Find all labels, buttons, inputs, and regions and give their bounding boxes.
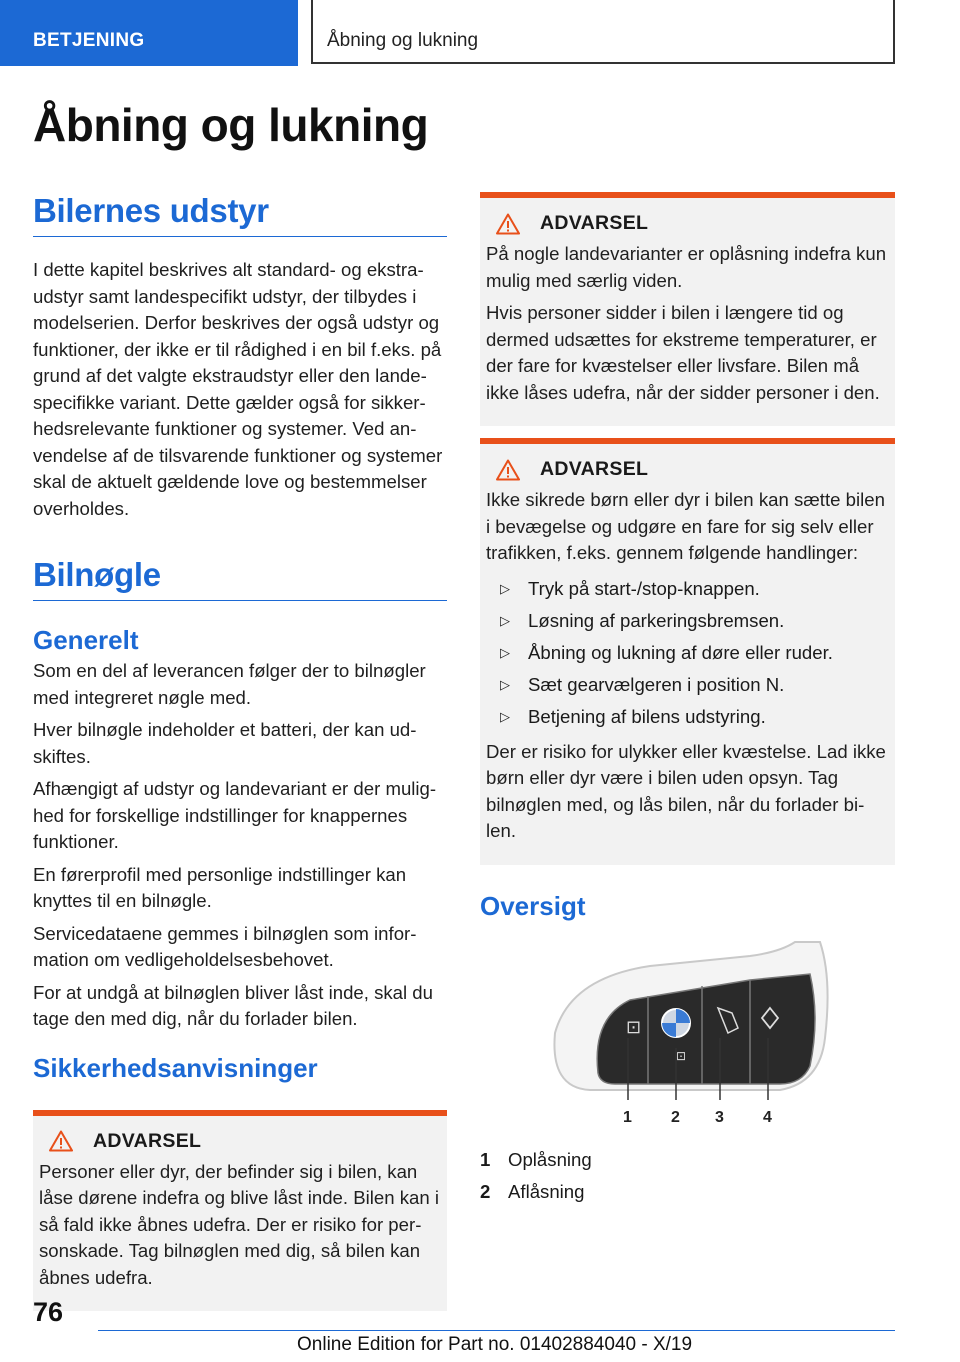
general-p4: En førerprofil med personlige indstillinger kan knyttes til en bilnøgle.: [33, 863, 407, 911]
warning-header: [496, 212, 887, 235]
figure-legend: [480, 1144, 895, 1208]
warning-box-3: [480, 438, 895, 865]
warning-text-p1: Ikke sikrede børn eller dyr i bilen kan sætte bilen i bevægelse og udgøre en fare for sig selv eller trafikken, f.eks. gennem følgende handlinger:: [486, 489, 885, 563]
page-title: Åbning og lukning: [33, 99, 429, 151]
callout-1: 1: [623, 1108, 632, 1126]
general-p1: Som en del af leverancen følger der to bilnøgler med integreret nøgle med.: [33, 660, 426, 708]
list-item: ▷ Betjening af bilens udstyring.: [486, 701, 887, 733]
section-tab[interactable]: BETJENING: [0, 0, 298, 66]
warning-box-2: [480, 192, 895, 426]
warning-title: ADVARSEL: [540, 212, 649, 234]
key-fob-illustration: [480, 938, 895, 1138]
warning-title: ADVARSEL: [93, 1129, 202, 1152]
warning-header: [49, 1130, 439, 1153]
warning-triangle-icon: [496, 213, 520, 235]
general-p3: Afhængigt af udstyr og landevariant er der mulighed for forskellige indstillinger for knappernes funktioner.: [33, 778, 437, 852]
warning-text-p2: Der er risiko for ulykker eller kvæstelse. Lad ikke børn eller dyr være i bilen uden opsyn. Tag bilnøglen med, og lås bilen, når du forlader bilen.: [486, 740, 886, 841]
warning-text-p2: Hvis personer sidder i bilen i længere tid og dermed udsættes for ekstreme temperaturer, er der fare for kvæstelser eller livsfare. Bilen må ikke låses udefra, når der sidder personer i den.: [486, 302, 880, 403]
list-item: ▷ Sæt gearvælgeren i position N.: [486, 669, 887, 701]
legend-item: 1 Oplåsning: [480, 1148, 592, 1170]
warning-triangle-icon: [49, 1130, 73, 1152]
callout-4: 4: [763, 1108, 772, 1126]
warning-triangle-icon: [496, 459, 520, 481]
svg-text:⊡: ⊡: [626, 1016, 642, 1038]
equipment-text: I dette kapitel beskrives alt standard- og ekstraudstyr samt landespecifikt udstyr, der tilbydes i modelserien. Derfor beskrives der også udstyr og funktioner, der ikke er til rådighed i en bil f.eks. på grund af det valgte ekstraudstyr eller den landespecifikke variant. Dette gælder også for sikkerhedsrelevante funktioner og systemer. Ved anvendelse af de tilsvarende funktioner og systemer skal de aktuelt gældende love og bestemmelser overholdes.: [33, 259, 443, 519]
warning-title: ADVARSEL: [540, 458, 649, 480]
legend-item: 2 Aflåsning: [480, 1180, 585, 1202]
triangle-bullet-icon: ▷: [500, 676, 510, 692]
triangle-bullet-icon: ▷: [500, 612, 510, 628]
list-item: ▷ Tryk på start-/stop-knappen.: [486, 573, 887, 605]
callout-2: 2: [671, 1108, 680, 1126]
chapter-label: Åbning og lukning: [311, 0, 895, 64]
general-p6: For at undgå at bilnøglen bliver låst inde, skal du tage den med dig, når du forlader bilen.: [33, 981, 433, 1029]
action-list: [486, 573, 887, 733]
heading-key: Bilnøgle: [33, 556, 447, 601]
heading-equipment: Bilernes udstyr: [33, 192, 447, 237]
svg-text:⊡: ⊡: [676, 1048, 687, 1063]
triangle-bullet-icon: ▷: [500, 580, 510, 596]
callout-3: 3: [715, 1108, 724, 1126]
warning-box-1: [33, 1110, 447, 1312]
list-item: ▷ Åbning og lukning af døre eller ruder.: [486, 637, 887, 669]
footer-divider: [98, 1330, 895, 1331]
general-p5: Servicedataene gemmes i bilnøglen som information om vedligeholdelsesbehovet.: [33, 922, 417, 970]
edition-text: Online Edition for Part no. 01402884040 - X/19: [297, 1334, 693, 1355]
heading-general: Generelt: [33, 625, 139, 655]
right-column: [480, 192, 895, 1208]
heading-safety: Sikkerhedsanvisninger: [33, 1052, 318, 1083]
warning-text: Personer eller dyr, der befinder sig i bilen, kan låse dørene indefra og blive låst inde. Bilen kan i så fald ikke åbnes udefra. Der er risiko for personskade. Tag bilnøglen med dig, så bilen kan åbnes udefra.: [39, 1160, 440, 1288]
page-header: [0, 0, 960, 66]
warning-header: [496, 458, 887, 481]
general-p2: Hver bilnøgle indeholder et batteri, der kan udskiftes.: [33, 719, 417, 767]
warning-text-p1: På nogle landevarianter er oplåsning indefra kun mulig med særlig viden.: [486, 243, 887, 291]
triangle-bullet-icon: ▷: [500, 644, 510, 660]
list-item: ▷ Løsning af parkeringsbremsen.: [486, 605, 887, 637]
heading-overview: Oversigt: [480, 890, 586, 921]
page-number: 76: [33, 1297, 64, 1327]
left-column: [33, 192, 447, 1311]
triangle-bullet-icon: ▷: [500, 708, 510, 724]
